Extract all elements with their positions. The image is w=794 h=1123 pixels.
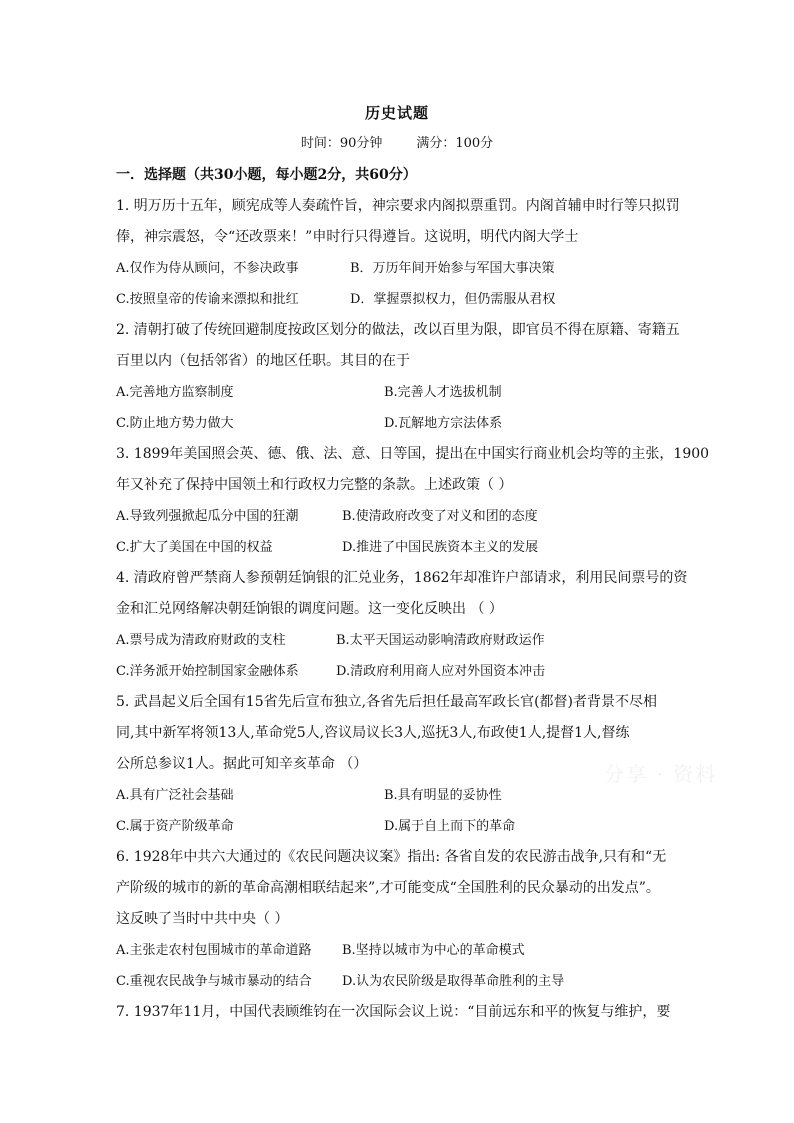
question-4 [116, 563, 688, 687]
option-row [116, 966, 682, 997]
watermark: 分享 · 资料 [604, 762, 718, 786]
option-d: D.认为农民阶级是取得革命胜利的主导 [342, 974, 565, 989]
option-row [116, 780, 682, 811]
question-7 [116, 997, 682, 1028]
option-c: C.洋务派开始控制国家金融体系 [116, 664, 299, 679]
question-text-line: 4. 清政府曾严禁商人参预朝廷饷银的汇兑业务，1862年却准许户部请求，利用民间票号的资 [116, 570, 688, 586]
option-a: A.仅作为侍从顾问，不参决政事 [116, 261, 299, 276]
option-row [116, 811, 682, 842]
option-d: D.推进了中国民族资本主义的发展 [342, 540, 539, 555]
option-a: A.主张走农村包围城市的革命道路 [116, 943, 312, 958]
option-row [116, 284, 682, 315]
option-row [116, 935, 682, 966]
question-text-line: 3. 1899年美国照会英、德、俄、法、意、日等国，提出在中国实行商业机会均等的主张，1900 [116, 446, 710, 462]
option-d: D.清政府利用商人应对外国资本冲击 [336, 664, 546, 679]
option-b: B.坚持以城市为中心的革命模式 [342, 943, 525, 958]
question-2 [116, 315, 682, 439]
question-6 [116, 842, 682, 997]
option-c: C.扩大了美国在中国的权益 [116, 540, 273, 555]
option-row [116, 656, 682, 687]
option-row [116, 625, 682, 656]
option-d: D．掌握票拟权力，但仍需服从君权 [350, 292, 556, 307]
option-c: C.重视农民战争与城市暴动的结合 [116, 974, 312, 989]
question-5 [116, 687, 682, 842]
exam-score: 满分：100分 [416, 136, 494, 151]
question-list [116, 191, 710, 1028]
question-text-line: 7. 1937年11月，中国代表顾维钧在一次国际会议上说：“目前远东和平的恢复与维护，要 [116, 1004, 671, 1020]
option-b: B．万历年间开始参与军国大事决策 [350, 261, 555, 276]
question-text-line: 同,其中新军将领13人,革命党5人,咨议局议长3人,巡抚3人,布政使1人,提督1人,督练 [116, 725, 630, 741]
question-text-line: 1. 明万历十五年，顾宪成等人奏疏忤旨，神宗要求内阁拟票重罚。内阁首辅申时行等只拟罚 [116, 198, 680, 214]
exam-info [0, 132, 794, 151]
question-1 [116, 191, 682, 315]
option-row [116, 253, 682, 284]
option-a: A.完善地方监察制度 [116, 385, 234, 400]
option-a: A.具有广泛社会基础 [116, 788, 234, 803]
option-d: D.瓦解地方宗法体系 [384, 416, 503, 431]
question-text-line: 这反映了当时中共中央（ ） [116, 911, 289, 927]
question-text-line: 6. 1928年中共六大通过的《农民问题决议案》指出: 各省自发的农民游击战争,只有和“无 [116, 849, 667, 865]
option-c: C.属于资产阶级革命 [116, 819, 234, 834]
option-row [116, 532, 682, 563]
section-heading: 一．选择题（共30小题，每小题2分，共60分） [116, 167, 417, 183]
question-text-line: 5. 武昌起义后全国有15省先后宣布独立,各省先后担任最高军政长官(都督)者背景不尽相 [116, 694, 657, 710]
option-c: C.防止地方势力做大 [116, 416, 234, 431]
question-text-line: 产阶级的城市的新的革命高潮相联结起来”,才可能变成“全国胜利的民众暴动的出发点”。 [116, 880, 660, 896]
option-b: B.具有明显的妥协性 [384, 788, 502, 803]
option-b: B.完善人才选拔机制 [384, 385, 502, 400]
option-b: B.太平天国运动影响清政府财政运作 [336, 633, 545, 648]
option-row [116, 408, 682, 439]
question-text-line: 金和汇兑网络解决朝廷饷银的调度问题。这一变化反映出 （ ） [116, 601, 503, 617]
option-b: B.使清政府改变了对义和团的态度 [342, 509, 538, 524]
question-text-line: 年又补充了保持中国领土和行政权力完整的条款。上述政策（ ） [116, 477, 513, 493]
question-text-line: 2. 清朝打破了传统回避制度按政区划分的做法，改以百里为限，即官员不得在原籍、寄籍五 [116, 322, 680, 338]
question-text-line: 公所总参议1人。据此可知辛亥革命 （） [116, 756, 368, 772]
exam-time: 时间：90分钟 [300, 136, 383, 151]
question-text-line: 百里以内（包括邻省）的地区任职。其目的在于 [116, 353, 410, 369]
option-a: A.票号成为清政府财政的支柱 [116, 633, 286, 648]
option-a: A.导致列强掀起瓜分中国的狂潮 [116, 509, 299, 524]
option-row [116, 501, 682, 532]
option-c: C.按照皇帝的传谕来漂拟和批红 [116, 292, 299, 307]
option-row [116, 377, 682, 408]
option-d: D.属于自上而下的革命 [384, 819, 516, 834]
exam-title: 历史试题 [364, 104, 429, 122]
question-3 [116, 439, 710, 563]
question-text-line: 俸，神宗震怒，令“还改票来！”申时行只得遵旨。这说明，明代内阁大学士 [116, 229, 579, 245]
